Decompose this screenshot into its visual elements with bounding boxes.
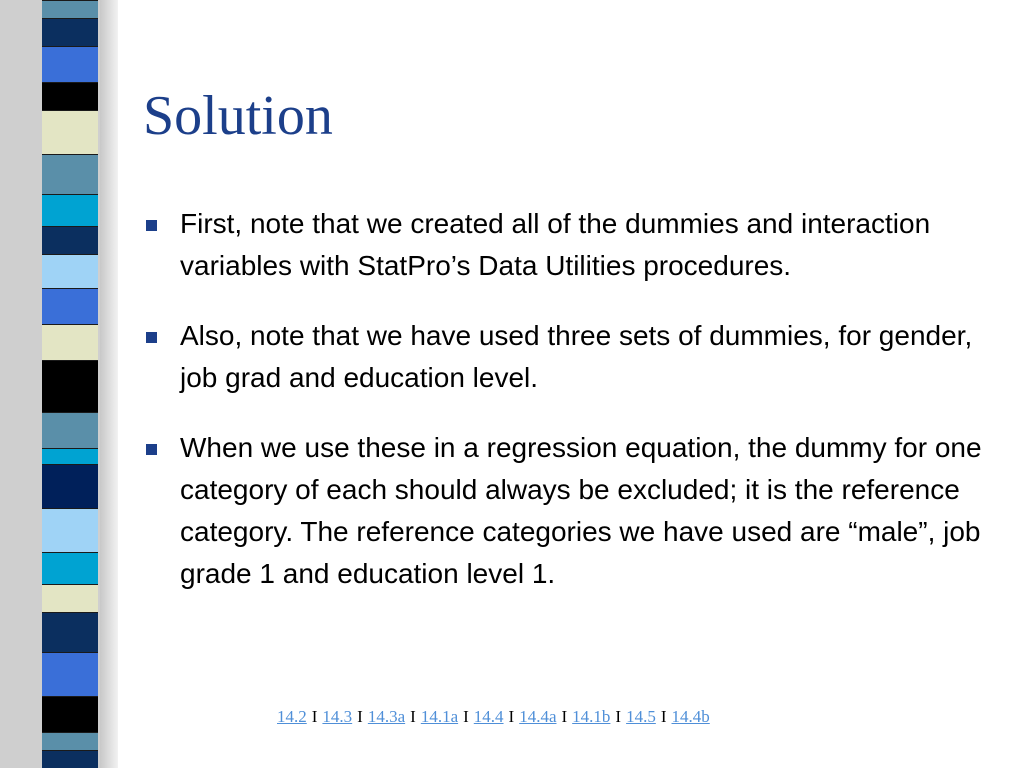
stripe-segment (42, 288, 98, 324)
stripe-segment (42, 552, 98, 584)
stripe-segment (42, 584, 98, 612)
stripe-segment (42, 254, 98, 288)
nav-link-14-3a[interactable]: 14.3a (367, 707, 406, 726)
nav-link-14-4b[interactable]: 14.4b (671, 707, 710, 726)
nav-link-14-2[interactable]: 14.2 (277, 707, 307, 726)
stripe-segment (42, 194, 98, 226)
stripe-segment (42, 46, 98, 82)
nav-link-14-5[interactable]: 14.5 (626, 707, 656, 726)
stripe-segment (42, 412, 98, 448)
nav-separator: I (508, 707, 515, 726)
nav-link-14-4a[interactable]: 14.4a (519, 707, 557, 726)
bullet-item (140, 427, 1000, 595)
stripe-segment (42, 612, 98, 652)
stripe-segment (42, 0, 98, 18)
stripe-segment (42, 360, 98, 412)
stripe-segment (42, 448, 98, 464)
bullet-text: First, note that we created all of the dummies and interaction variables with StatPro’s Data Utilities procedures. (180, 208, 931, 281)
nav-separator: I (311, 707, 318, 726)
nav-separator: I (463, 707, 469, 726)
stripe-segment (42, 508, 98, 552)
decorative-stripe-band (0, 0, 118, 768)
stripe-segment (42, 732, 98, 750)
nav-link-14-1a[interactable]: 14.1a (420, 707, 459, 726)
bullet-text: When we use these in a regression equation, the dummy for one category of each should always be excluded; it is the reference category. The reference categories we have used are “male”, job grade 1 and education level 1. (180, 432, 982, 589)
nav-separator: I (357, 707, 363, 726)
stripe-shadow (100, 0, 118, 768)
nav-link-14-3[interactable]: 14.3 (322, 707, 353, 726)
nav-separator: I (561, 707, 568, 726)
nav-link-14-1b[interactable]: 14.1b (572, 707, 611, 726)
stripe-segment (42, 154, 98, 194)
bullet-list (140, 203, 1000, 623)
stripe-segment (42, 750, 98, 768)
nav-link-14-4[interactable]: 14.4 (473, 707, 504, 726)
square-bullet-icon (146, 444, 157, 455)
bullet-item (140, 203, 1000, 287)
stripe-segment (42, 110, 98, 154)
square-bullet-icon (146, 220, 157, 231)
bullet-item (140, 315, 1000, 399)
stripe-segment (42, 324, 98, 360)
nav-separator: I (410, 707, 416, 726)
stripe-segment (42, 18, 98, 46)
stripe-segment (42, 226, 98, 254)
stripe-segment (42, 82, 98, 110)
stripe-segment (42, 652, 98, 696)
slide-nav-links (277, 704, 917, 730)
nav-separator: I (615, 707, 622, 726)
slide-title: Solution (143, 85, 333, 147)
stripe-segment (42, 464, 98, 508)
stripe-segment (42, 696, 98, 732)
square-bullet-icon (146, 332, 157, 343)
bullet-text: Also, note that we have used three sets of dummies, for gender, job grad and education level. (180, 320, 973, 393)
stripe-column (42, 0, 98, 768)
nav-separator: I (660, 707, 667, 726)
